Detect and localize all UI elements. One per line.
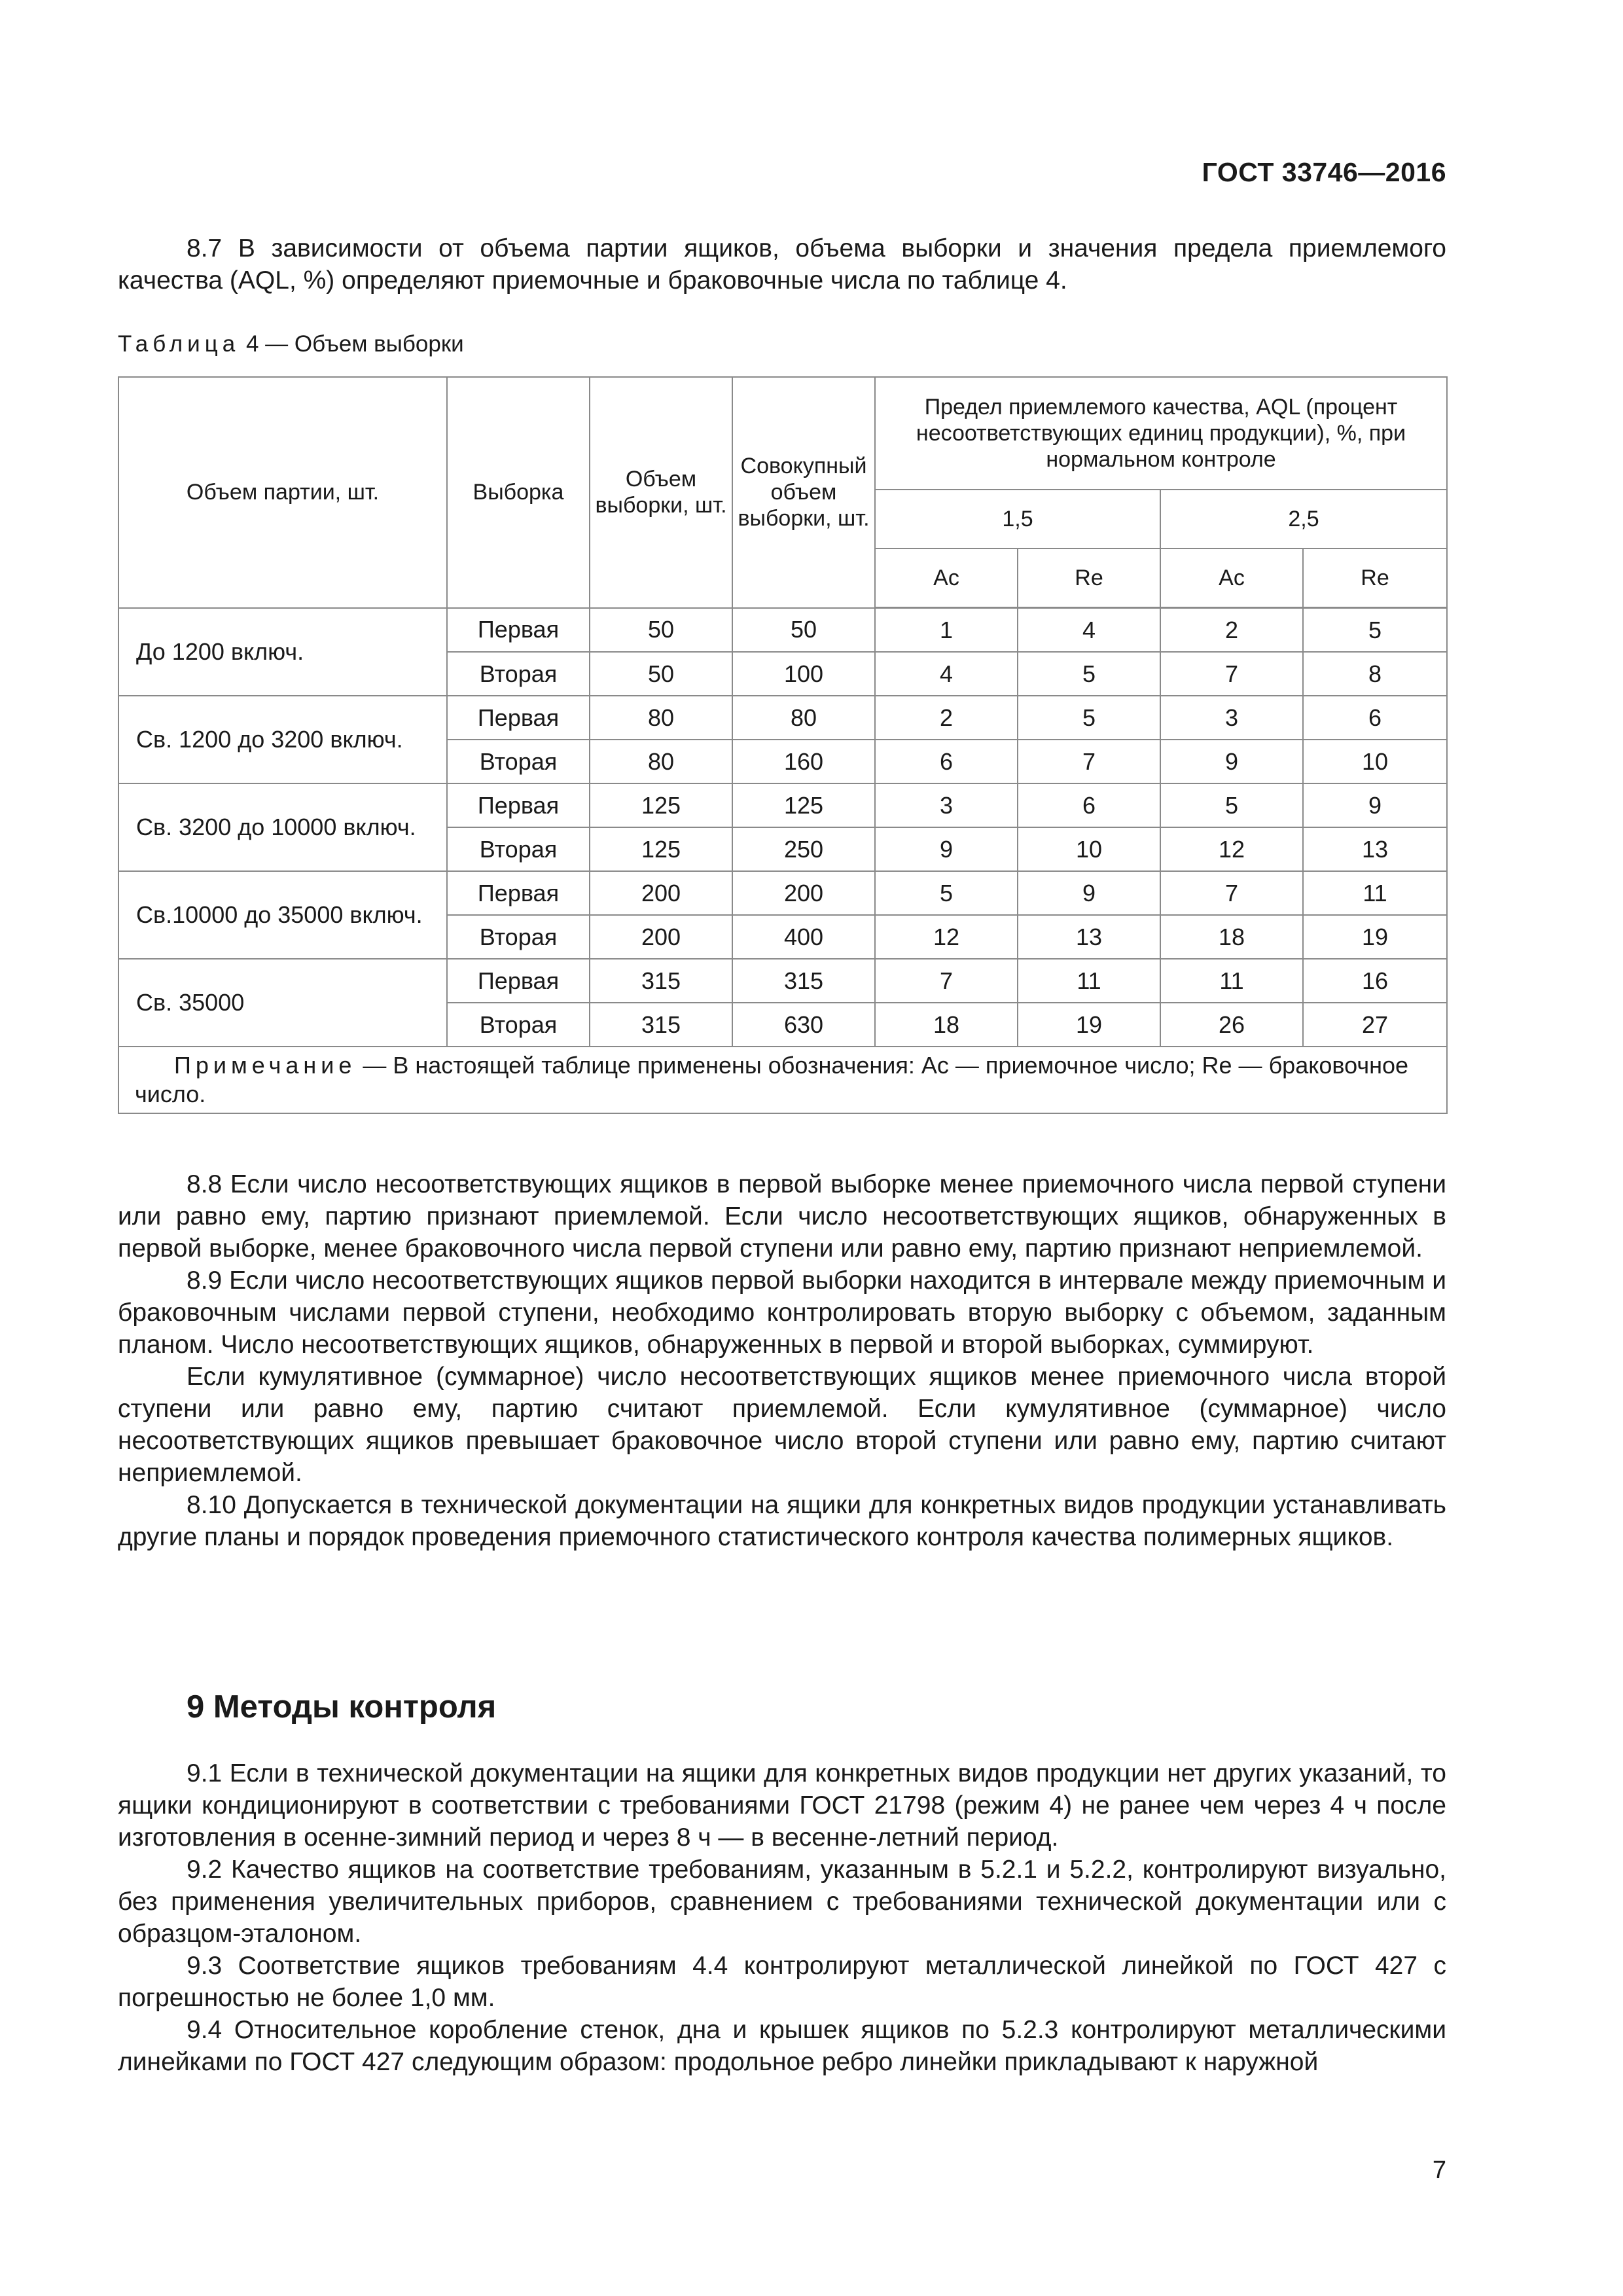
table-cell: 80 [590, 696, 732, 740]
col-header-sample: Выборка [447, 377, 590, 608]
table-cell: 11 [1303, 871, 1447, 915]
table-cell: 9 [1303, 783, 1447, 827]
table-cell: 200 [590, 915, 732, 959]
table-cell: 18 [875, 1003, 1018, 1047]
table-cell: 125 [590, 783, 732, 827]
table-cell: 5 [1018, 696, 1160, 740]
table-cell: 200 [732, 871, 875, 915]
col-header-sample-size: Объем выборки, шт. [590, 377, 732, 608]
table-cell: 13 [1018, 915, 1160, 959]
table-cell: 125 [732, 783, 875, 827]
paragraph-8-8: 8.8 Если число несоответствующих ящиков в первой выборке менее приемочного числа первой ступени или равно ему, партию признают приемлемой. Если число несоответствующих ящиков, обнаруженных в первой выборке, менее браковочного числа первой ступени или равно ему, партию признают неприемлемой. [118, 1170, 1446, 1263]
table-caption-word: Таблица [118, 331, 240, 357]
table-cell: 315 [590, 959, 732, 1003]
table-cell: 7 [1160, 871, 1303, 915]
table-cell: 50 [732, 608, 875, 653]
table-cell: 2 [1160, 608, 1303, 653]
table-cell: 7 [1160, 652, 1303, 696]
col-header-re: Re [1303, 548, 1447, 608]
table-cell: 27 [1303, 1003, 1447, 1047]
table-cell: Первая [447, 871, 590, 915]
table-note-text: — В настоящей таблице применены обозначения: Ac — приемочное число; Re — браковочное число. [135, 1052, 1409, 1107]
body-text-block [118, 1168, 1446, 1553]
table-cell: Первая [447, 783, 590, 827]
table-cell: Вторая [447, 827, 590, 871]
table-caption-title: 4 — Объем выборки [245, 331, 464, 357]
table-cell: 6 [1303, 696, 1447, 740]
table-cell: 50 [590, 608, 732, 653]
table-cell: 9 [1160, 740, 1303, 783]
table-cell: 315 [732, 959, 875, 1003]
col-header-lot: Объем партии, шт. [118, 377, 447, 608]
table-note [118, 1047, 1447, 1113]
paragraph-8-7: 8.7 В зависимости от объема партии ящиков, объема выборки и значения предела приемлемого качества (AQL, %) определяют приемочные и браковочные числа по таблице 4. [118, 234, 1446, 295]
col-header-ac: Ac [875, 548, 1018, 608]
table-cell: 26 [1160, 1003, 1303, 1047]
table-cell: 9 [1018, 871, 1160, 915]
table-cell: Первая [447, 608, 590, 653]
page-number: 7 [1432, 2157, 1446, 2184]
table-note-row [118, 1047, 1447, 1113]
table-cell: 50 [590, 652, 732, 696]
table-cell: 5 [1160, 783, 1303, 827]
table-cell: 5 [1018, 652, 1160, 696]
paragraph-9-1: 9.1 Если в технической документации на ящики для конкретных видов продукции нет других указаний, то ящики кондиционируют в соответствии с требованиями ГОСТ 21798 (режим 4) не ранее чем через 4 ч после изготовления в осенне-зимний период и через 8 ч — в весенне-летний период. [118, 1759, 1446, 1852]
paragraph-8-9-cont: Если кумулятивное (суммарное) число несоответствующих ящиков менее приемочного числа второй ступени или равно ему, партию считают приемлемой. Если кумулятивное (суммарное) число несоответствующих ящиков превышает браковочное число второй ступени или равно ему, партию считают неприемлемой. [118, 1363, 1446, 1487]
table-caption [118, 331, 464, 357]
paragraph-8-9: 8.9 Если число несоответствующих ящиков первой выборки находится в интервале между приемочным и браковочным числами первой ступени, необходимо контролировать вторую выборку с объемом, заданным планом. Число несоответствующих ящиков, обнаруженных в первой и второй выборках, суммируют. [118, 1266, 1446, 1359]
table-cell: 2 [875, 696, 1018, 740]
table-cell: 5 [875, 871, 1018, 915]
table-cell: Первая [447, 696, 590, 740]
table-cell: 18 [1160, 915, 1303, 959]
lot-cell: Св. 35000 [118, 959, 447, 1047]
paragraph-8-10: 8.10 Допускается в технической документации на ящики для конкретных видов продукции устанавливать другие планы и порядок проведения приемочного статистического контроля качества полимерных ящиков. [118, 1491, 1446, 1551]
col-header-aql: Предел приемлемого качества, AQL (процент несоответствующих единиц продукции), %, при нормальном контроле [875, 377, 1447, 490]
table-cell: 10 [1018, 827, 1160, 871]
lot-cell: До 1200 включ. [118, 608, 447, 696]
table-row [118, 783, 1447, 827]
table-cell: 7 [875, 959, 1018, 1003]
standard-code: ГОСТ 33746—2016 [1202, 157, 1446, 187]
table-cell: 3 [875, 783, 1018, 827]
table-cell: 8 [1303, 652, 1447, 696]
table-cell: 80 [590, 740, 732, 783]
paragraph-9-2: 9.2 Качество ящиков на соответствие требованиям, указанным в 5.2.1 и 5.2.2, контролируют визуально, без применения увеличительных приборов, сравнением с требованиями технической документации или с образцом-эталоном. [118, 1856, 1446, 1948]
col-header-aql-1-5: 1,5 [875, 490, 1160, 548]
sample-table [118, 376, 1448, 1114]
table-cell: 400 [732, 915, 875, 959]
col-header-ac: Ac [1160, 548, 1303, 608]
table-row [118, 959, 1447, 1003]
paragraph-9-3: 9.3 Соответствие ящиков требованиям 4.4 контролируют металлической линейкой по ГОСТ 427 с погрешностью не более 1,0 мм. [118, 1952, 1446, 2012]
table-cell: 5 [1303, 608, 1447, 653]
table-cell: 6 [1018, 783, 1160, 827]
col-header-aql-2-5: 2,5 [1160, 490, 1447, 548]
table-cell: 4 [1018, 608, 1160, 653]
table-row [118, 871, 1447, 915]
table-cell: Вторая [447, 652, 590, 696]
col-header-cumulative: Совокупный объем выборки, шт. [732, 377, 875, 608]
table-cell: 160 [732, 740, 875, 783]
lot-cell: Св.10000 до 35000 включ. [118, 871, 447, 959]
table-cell: 1 [875, 608, 1018, 653]
table-row [118, 696, 1447, 740]
paragraph-9-4: 9.4 Относительное коробление стенок, дна и крышек ящиков по 5.2.3 контролируют металлическими линейками по ГОСТ 427 следующим образом: продольное ребро линейки прикладывают к наружной [118, 2016, 1446, 2076]
table-cell: Вторая [447, 740, 590, 783]
table-cell: Первая [447, 959, 590, 1003]
table-cell: 630 [732, 1003, 875, 1047]
table-cell: 16 [1303, 959, 1447, 1003]
table-cell: Вторая [447, 1003, 590, 1047]
table-cell: 100 [732, 652, 875, 696]
table-cell: Вторая [447, 915, 590, 959]
table-cell: 19 [1018, 1003, 1160, 1047]
lot-cell: Св. 3200 до 10000 включ. [118, 783, 447, 871]
intro-text-block [118, 232, 1446, 296]
table-cell: 80 [732, 696, 875, 740]
table-cell: 315 [590, 1003, 732, 1047]
table-cell: 7 [1018, 740, 1160, 783]
table-cell: 11 [1160, 959, 1303, 1003]
table-cell: 9 [875, 827, 1018, 871]
table-cell: 3 [1160, 696, 1303, 740]
table-note-lead: Примечание [174, 1052, 357, 1079]
table-cell: 11 [1018, 959, 1160, 1003]
table-cell: 200 [590, 871, 732, 915]
table-cell: 6 [875, 740, 1018, 783]
table-cell: 125 [590, 827, 732, 871]
table-cell: 12 [875, 915, 1018, 959]
table-cell: 250 [732, 827, 875, 871]
lot-cell: Св. 1200 до 3200 включ. [118, 696, 447, 783]
table-cell: 13 [1303, 827, 1447, 871]
col-header-re: Re [1018, 548, 1160, 608]
table-cell: 19 [1303, 915, 1447, 959]
section-heading: 9 Методы контроля [187, 1689, 497, 1725]
section-9-text-block [118, 1757, 1446, 2078]
table-cell: 4 [875, 652, 1018, 696]
table-cell: 10 [1303, 740, 1447, 783]
table-cell: 12 [1160, 827, 1303, 871]
table-row [118, 608, 1447, 653]
